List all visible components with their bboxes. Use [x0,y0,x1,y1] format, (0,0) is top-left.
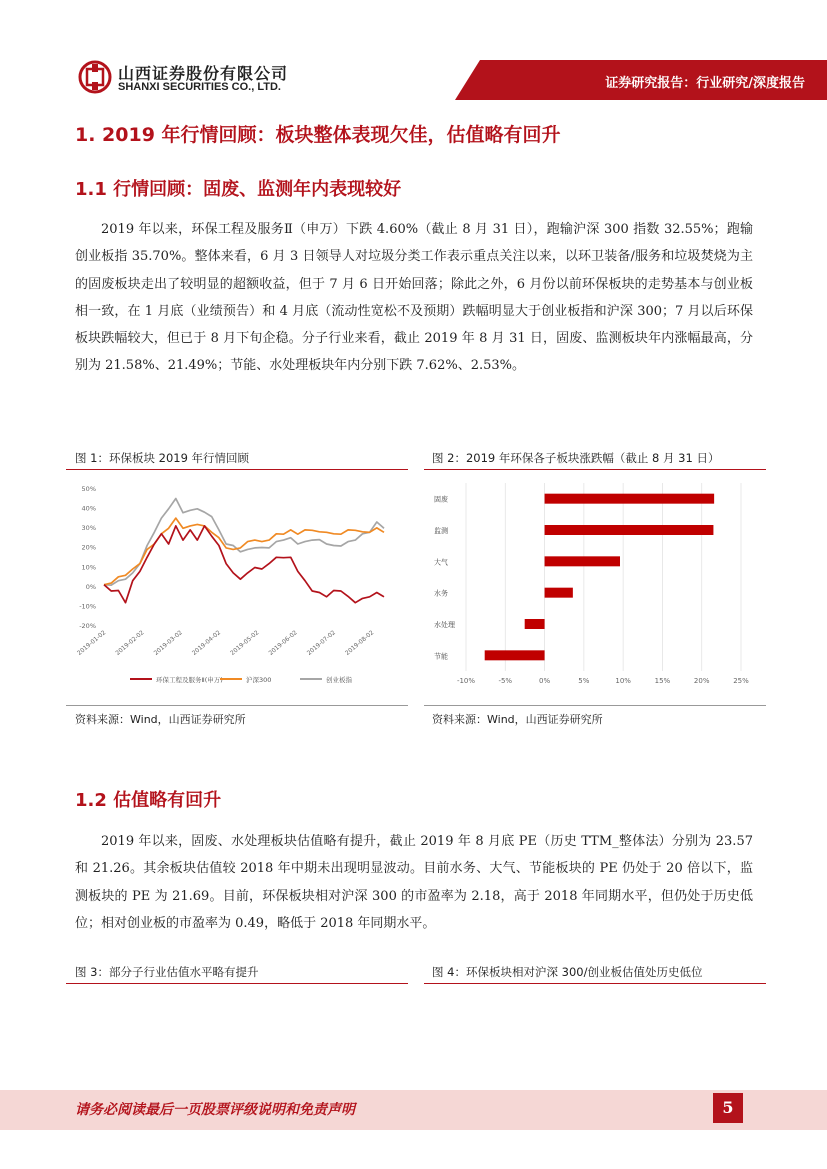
x-tick-label: -10% [456,677,476,685]
x-tick-label: -5% [498,677,513,685]
bar [545,556,620,566]
x-tick-label: 15% [654,677,671,685]
x-tick-label: 2019-05-02 [229,629,261,657]
x-tick-label: 2019-01-02 [76,629,108,657]
figure-1-source: 资料来源：Wind，山西证券研究所 [75,713,246,726]
x-tick-label: 0% [539,677,551,685]
figure-1-line-chart [66,475,408,700]
x-tick-label: 25% [733,677,749,685]
figure-2-source-rule [424,705,766,706]
figure-2-source: 资料来源：Wind，山西证券研究所 [432,713,603,726]
category-label: 水务 [434,589,448,598]
legend-label: 沪深300 [246,676,272,684]
y-tick-label: 10% [81,563,96,572]
figure-3-caption: 图 3：部分子行业估值水平略有提升 [75,965,259,979]
figure-2-bar-chart [424,475,766,700]
section-heading-1: 1. 2019 年行情回顾：板块整体表现欠佳，估值略有回升 [75,124,561,146]
x-tick-label: 2019-08-02 [344,629,376,657]
page-header [0,0,827,100]
x-tick-label: 2019-04-02 [190,629,223,657]
y-tick-label: 20% [81,543,96,552]
category-label: 水处理 [434,621,455,629]
section-heading-1-1: 1.1 行情回顾：固废、监测年内表现较好 [75,179,402,200]
paragraph-valuation: 2019 年以来，固废、水处理板块估值略有提升，截止 2019 年 8 月底 PE（历史 TTM_整体法）分别为 23.57 和 21.26。其余板块估值较 2018 年中期未出现明显波动。目前水务、大气、节能板块的 PE 仍处于 20 倍以下，监测板块的 PE 为 21.69。目前，环保板块相对沪深 300 的市盈率为 2.18，高于 2018 年同期水平，但仍处于历史低位；相对创业板的市盈率为 0.49，略低于 2018 年同期水平。 [75,834,753,931]
page-number: 5 [722,1098,734,1117]
figure-2-caption-rule [424,469,766,470]
y-tick-label: 40% [81,504,96,513]
category-label: 监测 [434,527,448,535]
x-tick-label: 10% [615,677,631,685]
bar [525,619,545,629]
legend-label: 环保工程及服务Ⅱ(申万) [156,676,223,684]
figure-4-caption: 图 4：环保板块相对沪深 300/创业板估值处历史低位 [432,965,703,979]
series-line [104,499,384,586]
x-tick-label: 5% [578,677,590,685]
x-tick-label: 2019-06-02 [267,629,299,657]
figure-1-source-rule [66,705,408,706]
x-tick-label: 2019-03-02 [152,629,184,657]
figure-1-caption-rule [66,469,408,470]
x-tick-label: 2019-02-02 [114,629,146,657]
report-type-label: 证券研究报告：行业研究/深度报告 [605,76,805,91]
company-name-en: SHANXI SECURITIES CO., LTD. [118,81,281,93]
paragraph-market-review: 2019 年以来，环保工程及服务Ⅱ（申万）下跌 4.60%（截止 8 月 31 日），跑输沪深 300 指数 32.55%；跑输创业板指 35.70%。整体来看，6 月 3 日领导人对垃圾分类工作表示重点关注以来，以环卫装备/服务和垃圾焚烧为主的固废板块走出了较明显的超额收益，但于 7 月 6 日开始回落；除此之外，6 月份以前环保板块的走势基本与创业板相一致，在 1 月底（业绩预告）和 4 月底（流动性宽松不及预期）跌幅明显大于创业板指和沪深 300；7 月以后环保板块跌幅较大，但已于 8 月下旬企稳。分子行业来看，截止 2019 年 8 月 31 日，固废、监测板块年内涨幅最高，分别为 21.58%、21.49%；节能、水处理板块年内分别下跌 7.62%、2.53%。 [75,222,753,374]
footer-disclaimer: 请务必阅读最后一页股票评级说明和免责声明 [75,1102,355,1118]
figure-4-caption-rule [424,983,766,984]
company-logo-icon [78,60,112,94]
y-tick-label: 30% [81,524,96,533]
category-label: 大气 [434,558,448,567]
bar [545,494,715,504]
bar [545,525,714,535]
bar [545,588,573,598]
bar [485,650,545,660]
figure-3-caption-rule [66,983,408,984]
x-tick-label: 2019-07-02 [305,629,337,657]
y-tick-label: -20% [79,622,96,630]
company-name-cn: 山西证券股份有限公司 [118,64,289,83]
x-tick-label: 20% [693,677,710,685]
series-line [104,526,384,603]
category-label: 节能 [434,652,448,661]
y-tick-label: 0% [85,582,96,591]
legend-label: 创业板指 [326,676,352,684]
figure-1-caption: 图 1：环保板块 2019 年行情回顾 [75,451,250,465]
category-label: 固废 [434,495,448,504]
section-heading-1-2: 1.2 估值略有回升 [75,790,222,811]
y-tick-label: 50% [81,485,96,493]
y-tick-label: -10% [79,602,96,611]
figure-2-caption: 图 2：2019 年环保各子板块涨跌幅（截止 8 月 31 日） [432,451,720,465]
